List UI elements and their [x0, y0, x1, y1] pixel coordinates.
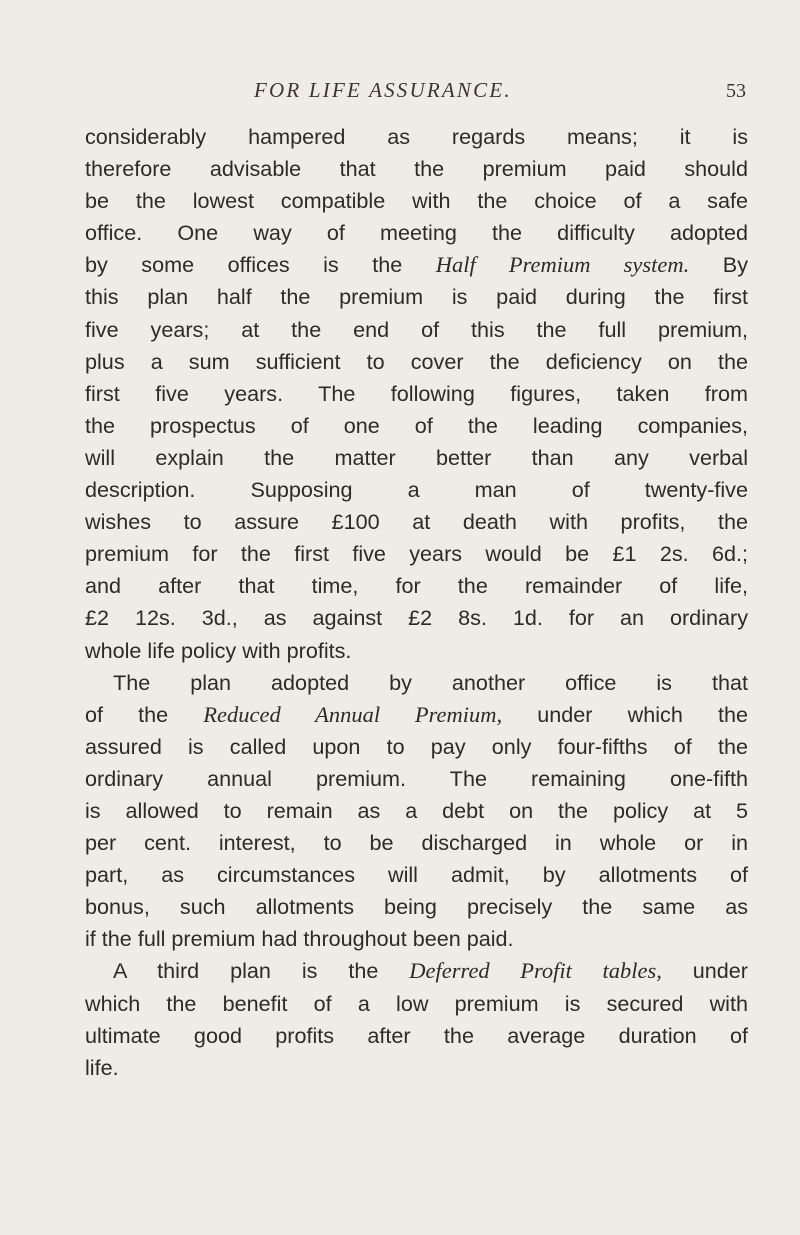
text-line: [85, 859, 748, 891]
text-line: [85, 314, 748, 346]
text-line: [85, 410, 748, 442]
text-line: [85, 699, 748, 731]
text-line: [85, 506, 748, 538]
text-run: whole life policy with profits.: [85, 637, 352, 663]
text-line: [85, 442, 748, 474]
text-run: wishes to assure £100 at death with profits, the: [85, 509, 748, 535]
text-line: [85, 185, 748, 217]
text-run: description. Supposing a man of twenty-five: [85, 477, 748, 503]
text-run: if the full premium had throughout been paid.: [85, 926, 514, 952]
italic-term: Deferred Profit tables,: [409, 958, 662, 984]
text-line: [85, 281, 748, 313]
text-line: [85, 474, 748, 506]
text-run: assured is called upon to pay only four-fifths of the: [85, 733, 748, 759]
text-line: [85, 988, 748, 1020]
text-run: the prospectus of one of the leading companies,: [85, 412, 748, 438]
text-line: [85, 346, 748, 378]
text-line: [85, 1052, 748, 1084]
text-line: [85, 955, 748, 987]
text-run: first five years. The following figures, taken from: [85, 380, 748, 406]
text-run: will explain the matter better than any verbal: [85, 444, 748, 470]
text-line: [85, 153, 748, 185]
running-title: FOR LIFE ASSURANCE.: [254, 78, 512, 102]
text-run: The plan adopted by another office is that: [113, 669, 748, 695]
text-run: plus a sum sufficient to cover the deficiency on the: [85, 348, 748, 374]
text-line: [85, 731, 748, 763]
text-run: by some offices is the: [85, 252, 436, 278]
text-run: ordinary annual premium. The remaining one-fifth: [85, 765, 748, 791]
paragraph: [85, 667, 748, 956]
text-run: per cent. interest, to be discharged in whole or in: [85, 830, 748, 856]
text-run: part, as circumstances will admit, by allotments of: [85, 862, 748, 888]
text-line: [85, 763, 748, 795]
text-run: of the: [85, 701, 204, 727]
text-run: considerably hampered as regards means; it is: [85, 124, 748, 149]
text-line: [85, 891, 748, 923]
text-line: [85, 635, 748, 667]
text-run: A third plan is the: [113, 958, 410, 984]
italic-term: Half Premium system.: [435, 252, 690, 278]
text-line: [85, 249, 748, 281]
text-run: which the benefit of a low premium is secured with: [85, 990, 748, 1016]
text-line: [85, 667, 748, 699]
text-run: bonus, such allotments being precisely the same as: [85, 894, 748, 920]
paragraph: [85, 121, 748, 667]
text-run: under which the: [502, 701, 748, 727]
body-text: [85, 121, 748, 1084]
text-run: office. One way of meeting the difficulty adopted: [85, 220, 748, 246]
text-run: and after that time, for the remainder of life,: [85, 573, 748, 599]
text-run: £2 12s. 3d., as against £2 8s. 1d. for an ordinary: [85, 605, 748, 631]
text-line: [85, 602, 748, 634]
text-run: is allowed to remain as a debt on the policy at 5: [85, 797, 748, 823]
text-line: [85, 217, 748, 249]
page-number: 53: [726, 80, 746, 102]
text-run: five years; at the end of this the full premium,: [85, 316, 748, 342]
text-run: By: [689, 252, 748, 278]
text-run: be the lowest compatible with the choice of a safe: [85, 188, 748, 214]
text-line: [85, 1020, 748, 1052]
text-line: [85, 538, 748, 570]
paragraph: [85, 955, 748, 1083]
text-run: life.: [85, 1054, 119, 1080]
text-run: under: [661, 958, 748, 984]
text-line: [85, 378, 748, 410]
text-run: therefore advisable that the premium paid should: [85, 156, 748, 182]
text-run: this plan half the premium is paid during the first: [85, 284, 748, 310]
text-line: [85, 570, 748, 602]
text-line: [85, 827, 748, 859]
text-line: [85, 795, 748, 827]
italic-term: Reduced Annual Premium,: [203, 701, 503, 727]
text-run: premium for the first five years would be £1 2s. 6d.;: [85, 541, 748, 567]
text-line: [85, 923, 748, 955]
text-line: [85, 121, 748, 153]
text-run: ultimate good profits after the average duration of: [85, 1022, 748, 1048]
